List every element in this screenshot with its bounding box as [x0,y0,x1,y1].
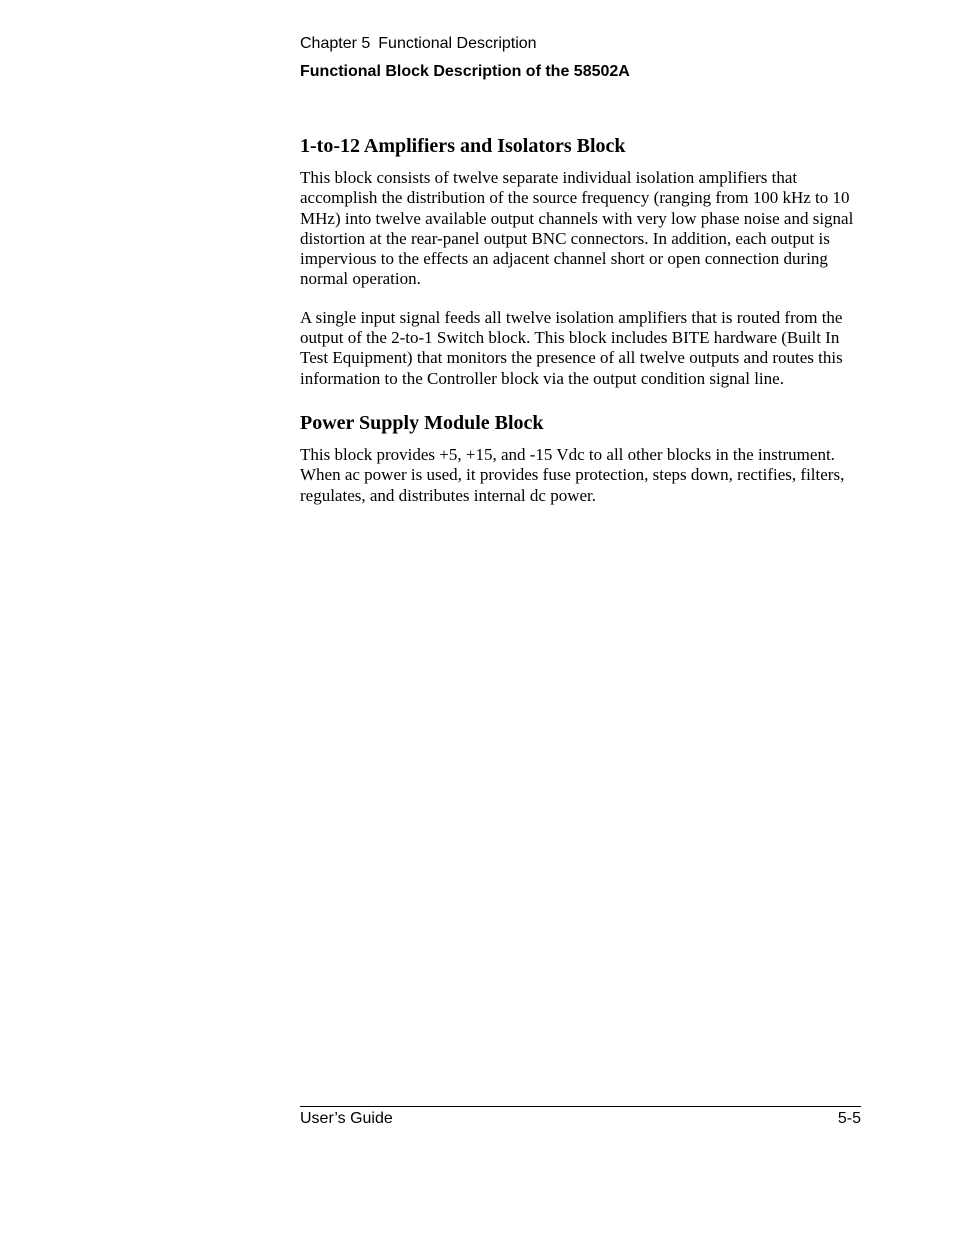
footer-page-number: 5-5 [837,1110,861,1127]
main-content [300,134,862,524]
section-title: Functional Block Description of the 58502A [300,63,630,80]
footer-guide-name: User’s Guide [300,1110,393,1127]
chapter-line [300,34,860,54]
paragraph-amplifiers-2: A single input signal feeds all twelve isolation amplifiers that is routed from the output of the 2-to-1 Switch block. This block includes BITE hardware (Built In Test Equipment) that monitors the presence of all twelve outputs and routes this information to the Controller block via the output condition signal line. [300,307,843,388]
chapter-title: Functional Description [378,35,537,52]
heading-amplifiers-block: 1-to-12 Amplifiers and Isolators Block [300,135,626,157]
running-header [300,34,860,82]
paragraph-power-supply-1: This block provides +5, +15, and -15 Vdc to all other blocks in the instrument. When ac power is used, it provides fuse protection, steps down, rectifies, filters, regulates, and distributes internal dc power. [300,444,845,505]
heading-power-supply-block: Power Supply Module Block [300,411,544,434]
page-footer [300,1106,861,1129]
chapter-number: Chapter 5 [300,35,371,52]
paragraph-amplifiers-1: This block consists of twelve separate individual isolation amplifiers that accomplish the distribution of the source frequency (ranging from 100 kHz to 10 MHz) into twelve available output channels with very low phase noise and signal distortion at the rear-panel output BNC connectors. In addition, each output is impervious to the effects an adjacent channel short or open connection during normal operation. [300,168,854,289]
